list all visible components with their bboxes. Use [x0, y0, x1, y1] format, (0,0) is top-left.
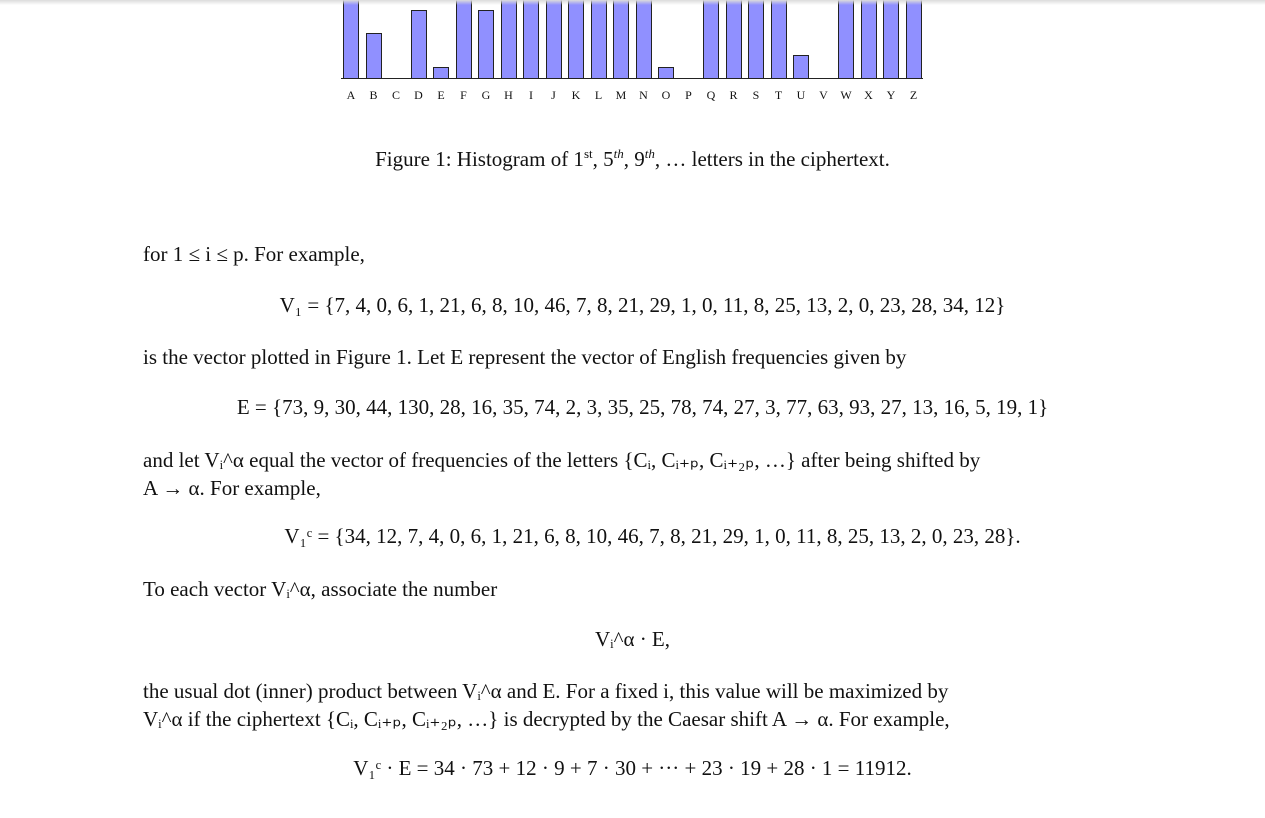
- histogram-x-label: S: [752, 88, 760, 102]
- histogram-bar: [793, 55, 809, 78]
- histogram-x-label: X: [864, 88, 873, 102]
- histogram-x-label: J: [551, 88, 556, 102]
- histogram-bar: [883, 0, 899, 78]
- histogram-x-label: C: [391, 88, 400, 102]
- histogram-bar: [726, 0, 742, 78]
- histogram-x-label: L: [594, 88, 603, 102]
- histogram-bar: [478, 10, 494, 78]
- histogram-x-label: Y: [886, 88, 896, 102]
- histogram-chart: [341, 0, 923, 79]
- equation-v1: V₁ = {7, 4, 0, 6, 1, 21, 6, 8, 10, 46, 7, 8, 21, 29, 1, 0, 11, 8, 25, 13, 2, 0, 23, 28, 34, 12}: [279, 293, 1006, 317]
- histogram-bar: [501, 0, 517, 78]
- histogram-x-label: R: [729, 88, 738, 102]
- histogram-bar: [433, 67, 449, 78]
- histogram-x-label: T: [774, 88, 783, 102]
- histogram-bar: [366, 33, 382, 78]
- histogram-x-label: K: [571, 88, 581, 102]
- histogram-bar: [343, 0, 359, 78]
- equation-final: V₁ᶜ · E = 34 · 73 + 12 · 9 + 7 · 30 + ··· + 23 · 19 + 28 · 1 = 11912.: [353, 756, 912, 780]
- histogram-x-label: M: [615, 88, 627, 102]
- histogram-x-label: D: [414, 88, 423, 102]
- histogram-x-label: E: [437, 88, 445, 102]
- paragraph: the usual dot (inner) product between Vᵢ^α and E. For a fixed i, this value will be maximized by: [143, 679, 949, 703]
- histogram-x-label: Q: [706, 88, 716, 102]
- caption-text: , 5: [592, 147, 614, 171]
- caption-sup: th: [613, 146, 624, 161]
- histogram-bar: [703, 0, 719, 78]
- paragraph: Vᵢ^α if the ciphertext {Cᵢ, Cᵢ₊ₚ, Cᵢ₊₂ₚ, …} is decrypted by the Caesar shift A → α. For example,: [143, 707, 950, 731]
- histogram-bar: [906, 0, 922, 78]
- histogram-bar: [546, 0, 562, 78]
- histogram-x-labels: [341, 88, 923, 104]
- histogram-x-label: A: [346, 88, 356, 102]
- histogram-bar: [636, 0, 652, 78]
- figure-caption: [0, 146, 1265, 172]
- paragraph: for 1 ≤ i ≤ p. For example,: [143, 242, 365, 266]
- histogram-x-label: H: [504, 88, 513, 102]
- equation-v1c: V₁ᶜ = {34, 12, 7, 4, 0, 6, 1, 21, 6, 8, 10, 46, 7, 8, 21, 29, 1, 0, 11, 8, 25, 13, 2, 0, 23, 28}.: [284, 524, 1021, 548]
- histogram-x-label: F: [460, 88, 467, 102]
- histogram-x-label: P: [685, 88, 692, 102]
- histogram-x-label: W: [840, 88, 852, 102]
- histogram-bar: [411, 10, 427, 78]
- histogram-bar: [838, 0, 854, 78]
- histogram-bar: [568, 0, 584, 78]
- caption-sup: th: [644, 146, 655, 161]
- histogram-bar: [771, 0, 787, 78]
- histogram-x-label: N: [639, 88, 648, 102]
- paragraph: is the vector plotted in Figure 1. Let E represent the vector of English frequencies given by: [143, 345, 907, 369]
- caption-text: Figure 1: Histogram of 1: [375, 147, 584, 171]
- top-shadow: [0, 0, 1265, 5]
- histogram-bar: [861, 0, 877, 78]
- histogram-x-label: Z: [909, 88, 918, 102]
- histogram-x-label: B: [369, 88, 378, 102]
- histogram-x-label: I: [529, 88, 533, 102]
- equation-dot: Vᵢ^α · E,: [594, 627, 671, 651]
- histogram-bar: [591, 0, 607, 78]
- paragraph: A → α. For example,: [143, 476, 321, 500]
- histogram-bar: [613, 0, 629, 78]
- histogram-x-label: O: [661, 88, 671, 102]
- histogram-bar: [748, 0, 764, 78]
- caption-text: , … letters in the ciphertext.: [654, 147, 890, 171]
- histogram-bar: [658, 67, 674, 78]
- histogram-x-label: G: [481, 88, 491, 102]
- histogram-x-label: V: [819, 88, 828, 102]
- caption-sup: st: [583, 146, 593, 161]
- caption-text: , 9: [623, 147, 645, 171]
- histogram-x-label: U: [796, 88, 806, 102]
- histogram-bar: [523, 0, 539, 78]
- histogram-bar: [456, 0, 472, 78]
- equation-e: E = {73, 9, 30, 44, 130, 28, 16, 35, 74, 2, 3, 35, 25, 78, 74, 27, 3, 77, 63, 93, 27, 13, 16, 5, 19, 1}: [236, 395, 1049, 419]
- paragraph: and let Vᵢ^α equal the vector of frequencies of the letters {Cᵢ, Cᵢ₊ₚ, Cᵢ₊₂ₚ, …} after being shifted by: [143, 448, 981, 472]
- paragraph: To each vector Vᵢ^α, associate the number: [143, 577, 498, 601]
